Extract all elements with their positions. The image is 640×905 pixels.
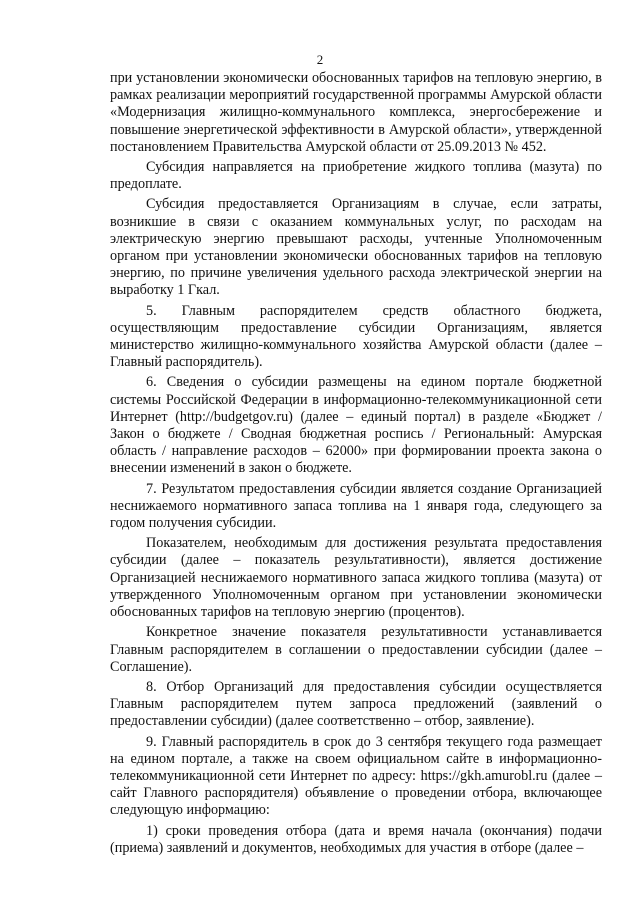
paragraph: 7. Результатом предоставления субсидии является создание Организацией неснижаемого нормативного запаса топлива на 1 января года, следующего за годом получения субсидии.: [110, 480, 602, 532]
paragraph: Показателем, необходимым для достижения результата предоставления субсидии (далее – показатель результативности), является достижение Организацией неснижаемого нормативного запаса жидкого топлива (мазута) от утвержденного Уполномоченным органом при установлении экономически обоснованных тарифов на тепловую энергию (процентов).: [110, 535, 602, 621]
paragraph: Конкретное значение показателя результативности устанавливается Главным распорядителем в соглашении о предоставлении субсидии (далее – Соглашение).: [110, 624, 602, 675]
paragraph: 5. Главным распорядителем средств областного бюджета, осуществляющим предоставление субсидии Организациям, является министерство жилищно-коммунального хозяйства Амурской области (далее – Главный распорядитель).: [110, 302, 602, 371]
page-number: 2: [316, 52, 324, 67]
paragraph: 6. Сведения о субсидии размещены на едином портале бюджетной системы Российской Федерации в информационно-телекоммуникационной сети Интернет (http://budgetgov.ru) (далее – единый портал) в разделе «Бюджет / Закон о бюджете / Сводная бюджетная роспись / Региональный: Амурская область / направление расходов – 62000» при формировании проекта закона о внесении изменений в закон о бюджете.: [110, 374, 602, 477]
document-body: [110, 70, 602, 857]
paragraph: 8. Отбор Организаций для предоставления субсидии осуществляется Главным распорядителем путем запроса предложений (заявлений о предоставлении субсидии) (далее соответственно – отбор, заявление).: [110, 678, 602, 730]
paragraph: Субсидия предоставляется Организациям в случае, если затраты, возникшие в связи с оказанием коммунальных услуг, по расходам на электрическую энергию превышают расходы, учтенные Уполномоченным органом при установлении экономически обоснованных тарифов на тепловую энергию, по причине увеличения удельного расхода электрической энергии на выработку 1 Гкал.: [110, 196, 602, 299]
paragraph: 1) сроки проведения отбора (дата и время начала (окончания) подачи (приема) заявлений и документов, необходимых для участия в отборе (далее –: [110, 822, 602, 856]
paragraph: при установлении экономически обоснованных тарифов на тепловую энергию, в рамках реализации мероприятий государственной программы Амурской области «Модернизация жилищно-коммунального комплекса, энергосбережение и повышение энергетической эффективности в Амурской области», утвержденной постановлением Правительства Амурской области от 25.09.2013 № 452.: [110, 70, 602, 155]
paragraph: 9. Главный распорядитель в срок до 3 сентября текущего года размещает на едином портале, а также на своем официальном сайте в информационно-телекоммуникационной сети Интернет по адресу: https://gkh.amurobl.ru (далее – сайт Главного распорядителя) объявление о проведении отбора, включающее следующую информацию:: [110, 733, 602, 819]
paragraph: Субсидия направляется на приобретение жидкого топлива (мазута) по предоплате.: [110, 159, 602, 193]
